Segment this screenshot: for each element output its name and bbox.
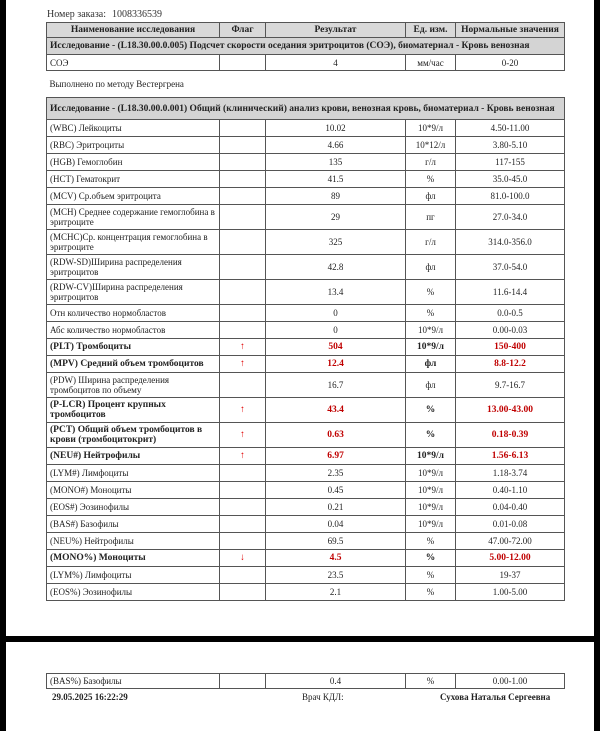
report-page-1: [6, 0, 594, 636]
report-page-2: [6, 642, 594, 731]
flag-arrow-icon: [220, 584, 266, 601]
table-row: (RDW-CV)Ширина распределения эритроцитов 13.4 % 11.6-14.4: [47, 280, 565, 305]
flag-arrow-icon: ↑: [220, 356, 266, 373]
flag-arrow-icon: [220, 516, 266, 533]
table-row: (RBC) Эритроциты 4.66 10*12/л 3.80-5.10: [47, 137, 565, 154]
table-row: (MCHC)Ср. концентрация гемоглобина в эритроците 325 г/л 314.0-356.0: [47, 230, 565, 255]
flag-arrow-icon: [220, 154, 266, 171]
table-row: Абс количество нормобластов 0 10*9/л 0.00-0.03: [47, 322, 565, 339]
flag-arrow-icon: ↓: [220, 550, 266, 567]
column-header: Результат: [266, 23, 406, 38]
table-row: (RDW-SD)Ширина распределения эритроцитов 42.8 фл 37.0-54.0: [47, 255, 565, 280]
table-row: (PLT) Тромбоциты ↑ 504 10*9/л 150-400: [47, 339, 565, 356]
flag-arrow-icon: [220, 137, 266, 154]
flag-arrow-icon: [220, 322, 266, 339]
flag-arrow-icon: [220, 188, 266, 205]
flag-arrow-icon: [220, 205, 266, 230]
flag-arrow-icon: ↑: [220, 448, 266, 465]
doctor-name: Сухова Наталья Сергеевна: [440, 692, 551, 702]
column-header: Нормальные значения: [456, 23, 565, 38]
flag-arrow-icon: [220, 305, 266, 322]
flag-arrow-icon: [220, 465, 266, 482]
table-row: (BAS#) Базофилы 0.04 10*9/л 0.01-0.08: [47, 516, 565, 533]
flag-arrow-icon: [220, 482, 266, 499]
table-row: (MPV) Средний объем тромбоцитов ↑ 12.4 фл 8.8-12.2: [47, 356, 565, 373]
flag-arrow-icon: [220, 230, 266, 255]
table-row: (EOS%) Эозинофилы 2.1 % 1.00-5.00: [47, 584, 565, 601]
flag-arrow-icon: [220, 567, 266, 584]
doctor-label: Врач КДЛ:: [302, 692, 344, 702]
table-row: (NEU%) Нейтрофилы 69.5 % 47.00-72.00: [47, 533, 565, 550]
results-table: [46, 22, 565, 601]
column-header: Наименование исследования: [47, 23, 220, 38]
table-row: (WBC) Лейкоциты 10.02 10*9/л 4.50-11.00: [47, 120, 565, 137]
flag-arrow-icon: [220, 171, 266, 188]
flag-arrow-icon: [220, 533, 266, 550]
table-row: (HCT) Гематокрит 41.5 % 35.0-45.0: [47, 171, 565, 188]
flag-arrow-icon: [220, 373, 266, 398]
flag-arrow-icon: [220, 120, 266, 137]
table-row: (LYM#) Лимфоциты 2.35 10*9/л 1.18-3.74: [47, 465, 565, 482]
flag-arrow-icon: [220, 499, 266, 516]
table-row: Отн количество нормобластов 0 % 0.0-0.5: [47, 305, 565, 322]
method-note: Выполнено по методу Вестергрена: [47, 71, 565, 98]
section-header-esr: Исследование - (L18.30.00.0.005) Подсчет скорости оседания эритроцитов (СОЭ), биоматериал - Кровь венозная: [47, 38, 565, 55]
table-row: (NEU#) Нейтрофилы ↑ 6.97 10*9/л 1.56-6.13: [47, 448, 565, 465]
results-table-continued: [46, 673, 565, 689]
table-row: (LYM%) Лимфоциты 23.5 % 19-37: [47, 567, 565, 584]
section-header-cbc: Исследование - (L18.30.00.0.001) Общий (клинический) анализ крови, венозная кровь, биоматериал - Кровь венозная: [47, 98, 565, 120]
table-row: (HGB) Гемоглобин 135 г/л 117-155: [47, 154, 565, 171]
table-row: (MCV) Ср.объем эритроцита 89 фл 81.0-100.0: [47, 188, 565, 205]
table-header: [47, 23, 565, 38]
report-datetime: 29.05.2025 16:22:29: [52, 692, 128, 702]
order-number: Номер заказа: 1008336539: [47, 9, 162, 20]
table-row: (MCH) Среднее содержание гемоглобина в эритроците 29 пг 27.0-34.0: [47, 205, 565, 230]
table-row: (BAS%) Базофилы 0.4 % 0.00-1.00: [47, 674, 565, 689]
column-header: Ед. изм.: [406, 23, 456, 38]
flag-arrow-icon: [220, 255, 266, 280]
table-row: (PCT) Общий объем тромбоцитов в крови (тромбоцитокрит) ↑ 0.63 % 0.18-0.39: [47, 423, 565, 448]
table-row: (MONO#) Моноциты 0.45 10*9/л 0.40-1.10: [47, 482, 565, 499]
column-header: Флаг: [220, 23, 266, 38]
flag-arrow-icon: ↑: [220, 423, 266, 448]
table-row: (PDW) Ширина распределения тромбоцитов по объему 16.7 фл 9.7-16.7: [47, 373, 565, 398]
flag-arrow-icon: [220, 280, 266, 305]
table-row: СОЭ 4 мм/час 0-20: [47, 55, 565, 71]
flag-arrow-icon: ↑: [220, 339, 266, 356]
table-row: (EOS#) Эозинофилы 0.21 10*9/л 0.04-0.40: [47, 499, 565, 516]
table-row: (MONO%) Моноциты ↓ 4.5 % 5.00-12.00: [47, 550, 565, 567]
table-row: (P-LCR) Процент крупных тромбоцитов ↑ 43.4 % 13.00-43.00: [47, 398, 565, 423]
flag-arrow-icon: ↑: [220, 398, 266, 423]
